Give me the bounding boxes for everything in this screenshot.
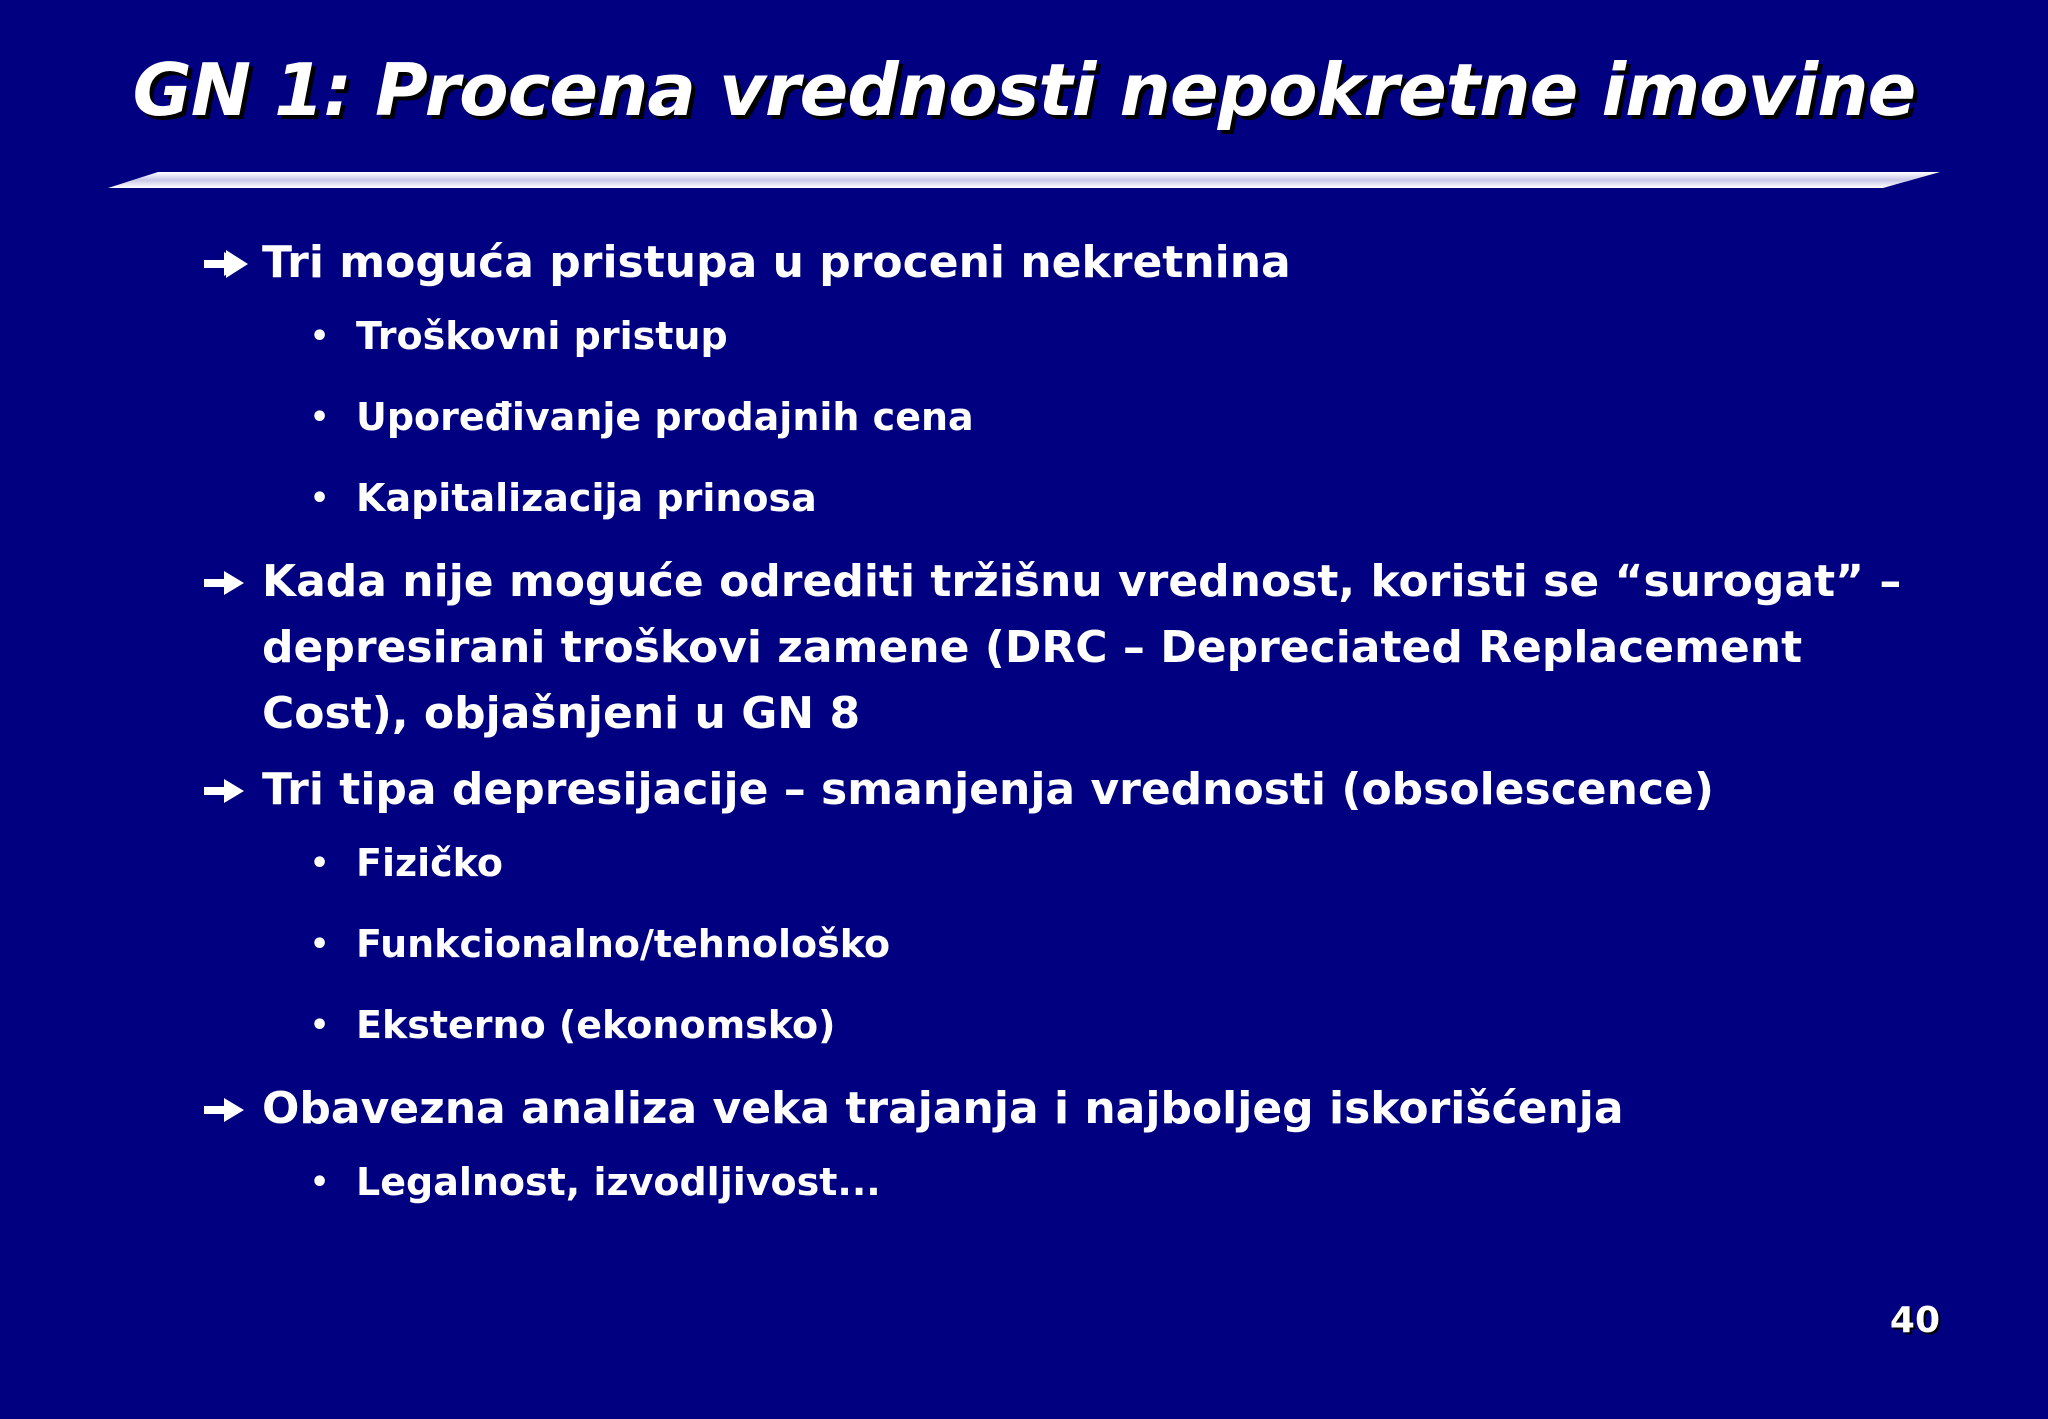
sub-point-text: Funkcionalno/tehnološko	[356, 922, 891, 966]
sub-point-text: Kapitalizacija prinosa	[356, 476, 817, 520]
bullet-icon: •	[310, 400, 330, 435]
main-point	[200, 549, 1920, 747]
right-arrow-icon	[204, 1076, 254, 1142]
bullet-icon: •	[310, 1008, 330, 1043]
main-point	[200, 1076, 1920, 1142]
bullet-icon: •	[310, 481, 330, 516]
slide-title: GN 1: Procena vrednosti nepokretne imovine	[132, 48, 1916, 132]
bullet-icon: •	[310, 1165, 330, 1200]
main-point-text: Obavezna analiza veka trajanja i najboljeg iskorišćenja	[262, 1083, 1624, 1134]
bullet-icon: •	[310, 319, 330, 354]
sub-point	[200, 377, 1920, 458]
sub-point-text: Fizičko	[356, 841, 504, 885]
title-divider	[108, 170, 1940, 190]
right-arrow-icon	[204, 230, 254, 296]
main-point-text: Tri moguća pristupa u proceni nekretnina	[262, 237, 1291, 288]
main-point-text: Tri tipa depresijacije – smanjenja vrednosti (obsolescence)	[262, 764, 1714, 815]
main-point	[200, 230, 1920, 296]
main-point-text: Kada nije moguće odrediti tržišnu vrednost, koristi se “surogat” – depresirani troškovi zamene (DRC – Depreciated Replacement Cost), objašnjeni u GN 8	[262, 556, 1902, 739]
sub-point	[200, 904, 1920, 985]
page-number: 40	[1889, 1300, 1940, 1341]
sub-point	[200, 296, 1920, 377]
right-arrow-icon	[204, 549, 254, 615]
right-arrow-icon	[204, 757, 254, 823]
sub-point	[200, 1142, 1920, 1223]
sub-point-text: Upoređivanje prodajnih cena	[356, 395, 974, 439]
sub-point-text: Troškovni pristup	[356, 314, 728, 358]
main-point	[200, 757, 1920, 823]
bullet-icon: •	[310, 927, 330, 962]
sub-point	[200, 985, 1920, 1066]
sub-point	[200, 823, 1920, 904]
sub-point	[200, 458, 1920, 539]
bullet-icon: •	[310, 846, 330, 881]
sub-point-text: Legalnost, izvodljivost...	[356, 1160, 881, 1204]
sub-point-text: Eksterno (ekonomsko)	[356, 1003, 836, 1047]
slide-content	[200, 220, 1920, 1223]
